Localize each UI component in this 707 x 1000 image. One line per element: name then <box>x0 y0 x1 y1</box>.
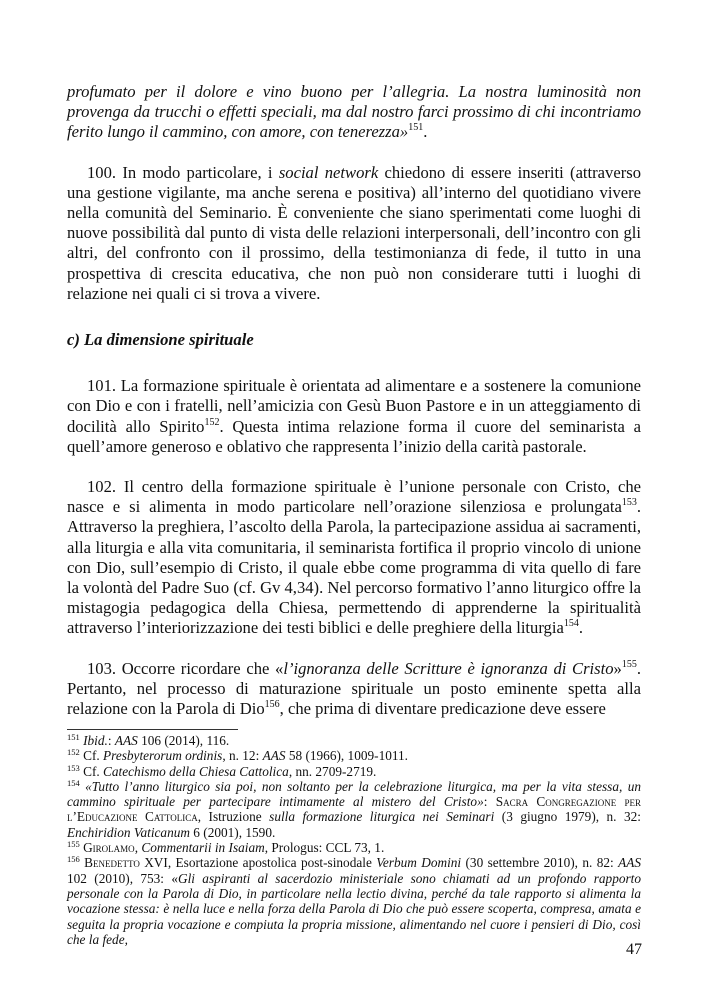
paragraph-continuation: profumato per il dolore e vino buono per l’allegria. La nostra luminosità non provenga da trucchi o effetti speciali, ma dal nostro farci prossimo di chi incontriamo ferito lungo il cammino, con amore, con tenerezza»$^{151}$. <box>67 82 641 142</box>
paragraph-100: 100. In modo particolare, i social network chiedono di essere inseriti (attraverso una gestione vigilante, ma anche serena e positiva) all’interno del quotidiano vivere nella comunità del Seminario. È conveniente che siano sperimentati come luoghi di nuove possibilità dal punto di vista delle relazioni interpersonali, dell’incontro con gli altri, del confronto con il prossimo, della testimonianza di fede, il tutto in una prospettiva di crescita educativa, che non può non considerare tutti i luoghi di relazione nei quali ci si trova a vivere. <box>67 162 641 303</box>
footnote-separator <box>67 729 238 730</box>
footnotes <box>67 733 641 947</box>
paragraph-102: 102. Il centro della formazione spirituale è l’unione personale con Cristo, che nasce e si alimenta in modo particolare nell’orazione silenziosa e prolungata$^{153}$. Attraverso la preghiera, l’ascolto della Parola, la partecipazione assidua ai sacramenti, alla liturgia e alla vita comunitaria, il seminarista fortifica il proprio vincolo di unione con Dio, sull’esempio di Cristo, il quale ebbe come programma di vita quello di fare la volontà del Padre Suo (cf. Gv 4,34). Nel percorso formativo l’anno liturgico offre la mistagogia pedagogica della Chiesa, permettendo di apprenderne la spiritualità attraverso l’interiorizzazione dei testi biblici e delle preghiere della liturgia$^{154}$. <box>67 477 642 638</box>
footnote-152: $^{152}$ Cf. Presbyterorum ordinis, n. 12: AAS 58 (1966), 1009-1011. <box>67 747 408 764</box>
footnote-156: $^{156}$ Benedetto XVI, Esortazione apostolica post-sinodale Verbum Domini (30 settembre 2010), n. 82: AAS 102 (2010), 753: «Gli aspiranti al sacerdozio ministeriale sono chiamati ad un profondo rapporto personale con la Parola di Dio, in particolare nella lectio divina, perché da tale rapporto si alimenta la vocazione stessa: è nella luce e nella forza della Parola di Dio che può essere scoperta, compresa, amata e seguita la propria vocazione e compiuta la propria missione, alimentando nel cuore i pensieri di Dio, così che la fede, <box>67 854 642 947</box>
footnote-153: $^{153}$ Cf. Catechismo della Chiesa Cattolica, nn. 2709-2719. <box>67 762 377 779</box>
footnote-ref-151[interactable]: 151 <box>408 122 424 134</box>
page-number: 47 <box>626 941 642 958</box>
paragraph-103: 103. Occorre ricordare che «l’ignoranza delle Scritture è ignoranza di Cristo»$^{155}$. Pertanto, nel processo di maturazione spirituale un posto eminente spetta alla relazione con la Parola di Dio$^{156}$, che prima di diventare predicazione deve essere <box>67 658 641 719</box>
footnote-ref-153[interactable]: 153 <box>621 497 637 509</box>
footnote-ref-155[interactable]: 155 <box>621 658 637 670</box>
paragraph-101: 101. La formazione spirituale è orientata ad alimentare e a sostenere la comunione con Dio e con i fratelli, nell’amicizia con Gesù Buon Pastore e in un atteggiamento di docilità allo Spirito$^{152}$. Questa intima relazione forma il cuore del seminarista a quell’amore generoso e oblativo che rappresenta l’inizio della carità pastorale. <box>67 376 641 456</box>
footnote-ref-152[interactable]: 152 <box>204 416 220 428</box>
page-body <box>67 82 641 719</box>
footnote-ref-156[interactable]: 156 <box>264 699 280 711</box>
footnote-154: $^{154}$ «Tutto l’anno liturgico sia poi, non soltanto per la celebrazione liturgica, ma per la vita stessa, un cammino spirituale per partecipare intimamente al mistero del Cristo»: Sacra Congregazione per l’Educazione Cattolica, Istruzione sulla formazione liturgica nei Seminari (3 giugno 1979), n. 32: Enchiridion Vaticanum 6 (2001), 1590. <box>67 777 641 840</box>
footnote-151: $^{151}$ Ibid.: AAS 106 (2014), 116. <box>67 732 230 748</box>
section-heading: c) La dimensione spirituale <box>67 330 254 350</box>
footnote-155: $^{155}$ Girolamo, Commentarii in Isaiam, Prologus: CCL 73, 1. <box>67 839 385 856</box>
footnote-ref-154[interactable]: 154 <box>563 618 579 630</box>
